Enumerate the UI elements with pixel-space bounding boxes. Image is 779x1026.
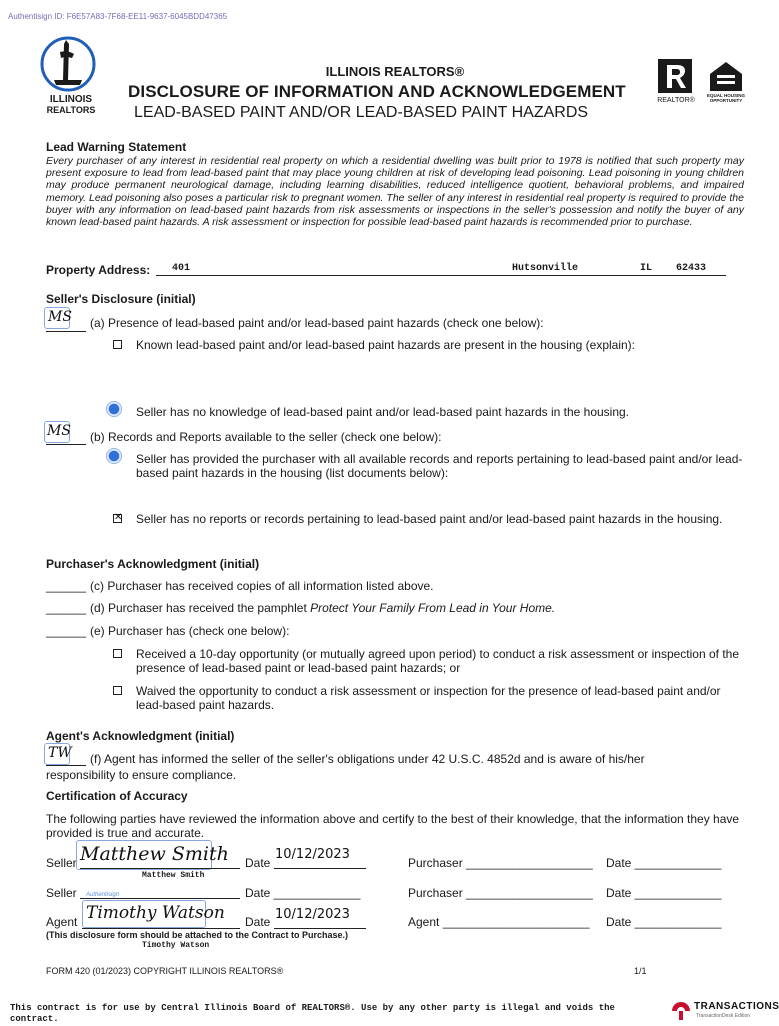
seller2-line[interactable] [80, 898, 240, 899]
agent-date-label: Date [245, 915, 271, 929]
checkbox-waived-opportunity[interactable] [113, 686, 122, 695]
logo-il-line1: ILLINOIS [49, 94, 93, 105]
transactions-brand-sub: TransactionDesk Edition [696, 1013, 751, 1019]
purchasers-ack-heading: Purchaser's Acknowledgment (initial) [46, 557, 260, 571]
purchaser2-date[interactable]: Date _____________ [606, 886, 722, 900]
ack-c-text: (c) Purchaser has received copies of all information listed above. [90, 579, 434, 593]
purchaser1-date[interactable]: Date _____________ [606, 856, 722, 870]
logo-il-line2: REALTORS [46, 105, 96, 115]
agent-signature: Timothy Watson [86, 903, 225, 923]
seller2-date[interactable]: Date _____________ [245, 886, 361, 900]
use-restriction-note: This contract is for use by Central Illinois Board of REALTORS®. Use by any other party is illegal and voids the contract. [10, 1003, 615, 1024]
eho-label2: OPPORTUNITY [709, 98, 743, 103]
realtor-label: REALTOR® [657, 97, 695, 104]
initials-blank-e[interactable]: ______ [46, 624, 87, 638]
agent-f-text: (f) Agent has informed the seller of the seller's obligations under 42 U.S.C. 4852d and is aware of his/her responsibility to ensure compliance. [46, 752, 645, 782]
opt-waived-opportunity-text: Waived the opportunity to conduct a risk assessment or inspection for the presence of lead-based paint and/or lead-based paint hazards. [136, 684, 721, 712]
ack-d-pamphlet: Protect Your Family From Lead in Your Home. [310, 601, 556, 615]
ack-e-text: (e) Purchaser has (check one below): [90, 624, 290, 638]
eho-label1: EQUAL HOUSING [707, 93, 745, 98]
opt-no-reports-text: Seller has no reports or records pertaining to lead-based paint and/or lead-based paint hazards in the housing. [136, 512, 723, 526]
authentisign-stamp: Authentisign [86, 892, 120, 898]
radio-provided-records[interactable] [106, 448, 122, 464]
agents-ack-heading: Agent's Acknowledgment (initial) [46, 729, 235, 743]
opt-no-knowledge-text: Seller has no knowledge of lead-based paint and/or lead-based paint hazards in the housing. [136, 405, 630, 419]
page-subtitle: LEAD-BASED PAINT AND/OR LEAD-BASED PAINT HAZARDS [134, 104, 589, 121]
ack-d-text [90, 601, 555, 615]
form-copyright: FORM 420 (01/2023) COPYRIGHT ILLINOIS REALTORS® [46, 966, 284, 976]
lead-warning-heading: Lead Warning Statement [46, 140, 187, 154]
property-address-label: Property Address: [46, 263, 151, 277]
authentisign-id: Authentisign ID: F6E57A83-7F68-EE11-9637-6045BDD47365 [8, 12, 228, 21]
transactions-logo-icon [670, 999, 692, 1021]
opt-known-lead-text: Known lead-based paint and/or lead-based paint hazards are present in the housing (explain): [136, 338, 635, 352]
seller1-date-label: Date [245, 856, 271, 870]
agent-date-line [274, 928, 366, 929]
initials-b: MS [47, 423, 71, 439]
page-title: DISCLOSURE OF INFORMATION AND ACKNOWLEDGEMENT [128, 82, 626, 101]
disclosure-a-text: (a) Presence of lead-based paint and/or lead-based paint hazards (check one below): [90, 316, 544, 330]
purchaser2-line[interactable]: Purchaser ___________________ [408, 886, 593, 900]
radio-no-knowledge[interactable] [106, 401, 122, 417]
page-number: 1/1 [634, 966, 647, 976]
sellers-disclosure-heading: Seller's Disclosure (initial) [46, 292, 196, 306]
initials-blank-d[interactable]: ______ [46, 601, 87, 615]
seller1-label: Seller [46, 856, 77, 870]
attach-note: (This disclosure form should be attached to the Contract to Purchase.) [46, 930, 349, 940]
seller1-date-line [274, 868, 366, 869]
seller1-signature: Matthew Smith [80, 843, 229, 865]
seller1-date[interactable]: 10/12/2023 [275, 847, 350, 862]
lead-warning-body: Every purchaser of any interest in residential real property on which a residential dwelling was built prior to 1978 is notified that such property may present exposure to lead from lead-based paint that may place young children at risk of developing lead poisoning. Lead poisoning in young children may produce permanent neurological damage, including learning disabilities, reduced intelligence quotient, behavioral problems, and impaired memory. Lead poisoning also poses a particular risk to pregnant women. The seller of any interest in residential real property is required to provide the buyer with any information on lead-based paint hazards from risk assessments or inspections in the seller's possession and notify the buyer of any known lead-based paint hazards. A risk assessment or inspection for possible lead-based paint hazards is recommended prior to purchase. [46, 155, 744, 229]
disclosure-b-text: (b) Records and Reports available to the seller (check one below): [90, 430, 442, 444]
agent2-line[interactable]: Agent ______________________ [408, 915, 590, 929]
property-street[interactable]: 401 [172, 263, 191, 274]
checkbox-no-reports[interactable] [113, 514, 122, 523]
agent-line [82, 928, 240, 929]
certification-body: The following parties have reviewed the information above and certify to the best of their knowledge, that the information they have provided is true and accurate. [46, 812, 740, 840]
purchaser1-line[interactable]: Purchaser ___________________ [408, 856, 593, 870]
agent-printed: Timothy Watson [142, 941, 210, 950]
property-city[interactable]: Hutsonville [512, 263, 579, 274]
property-address-line [156, 275, 726, 276]
equal-housing-icon [702, 58, 750, 104]
initials-f: TW [48, 745, 72, 761]
org-heading: ILLINOIS REALTORS® [325, 64, 465, 79]
realtor-r-logo [656, 58, 698, 104]
initials-blank-c[interactable]: ______ [46, 579, 87, 593]
property-state[interactable]: IL [640, 263, 653, 274]
certification-heading: Certification of Accuracy [46, 789, 188, 803]
seller1-printed: Matthew Smith [142, 871, 205, 880]
agent-label: Agent [46, 915, 78, 929]
agent2-date[interactable]: Date _____________ [606, 915, 722, 929]
checkbox-received-opportunity[interactable] [113, 649, 122, 658]
seller2-label: Seller [46, 886, 77, 900]
agent-date[interactable]: 10/12/2023 [275, 907, 350, 922]
checkbox-known-lead[interactable] [113, 340, 122, 349]
seller1-line [80, 868, 240, 869]
ack-d-prefix: (d) Purchaser has received the pamphlet [90, 601, 311, 615]
property-zip[interactable]: 62433 [676, 263, 707, 274]
opt-provided-records-text: Seller has provided the purchaser with all available records and reports pertaining to lead-based paint and/or lead-based paint hazards in the housing (list documents below): [136, 452, 743, 480]
transactions-brand: TRANSACTIONS [694, 1001, 779, 1012]
initials-line-a [46, 331, 86, 332]
opt-received-opportunity-text: Received a 10-day opportunity (or mutually agreed upon period) to conduct a risk assessment or inspection of the presence of lead-based paint or lead-based paint hazards; or [136, 647, 739, 675]
initials-a: MS [48, 309, 72, 325]
initials-line-b [46, 444, 86, 445]
